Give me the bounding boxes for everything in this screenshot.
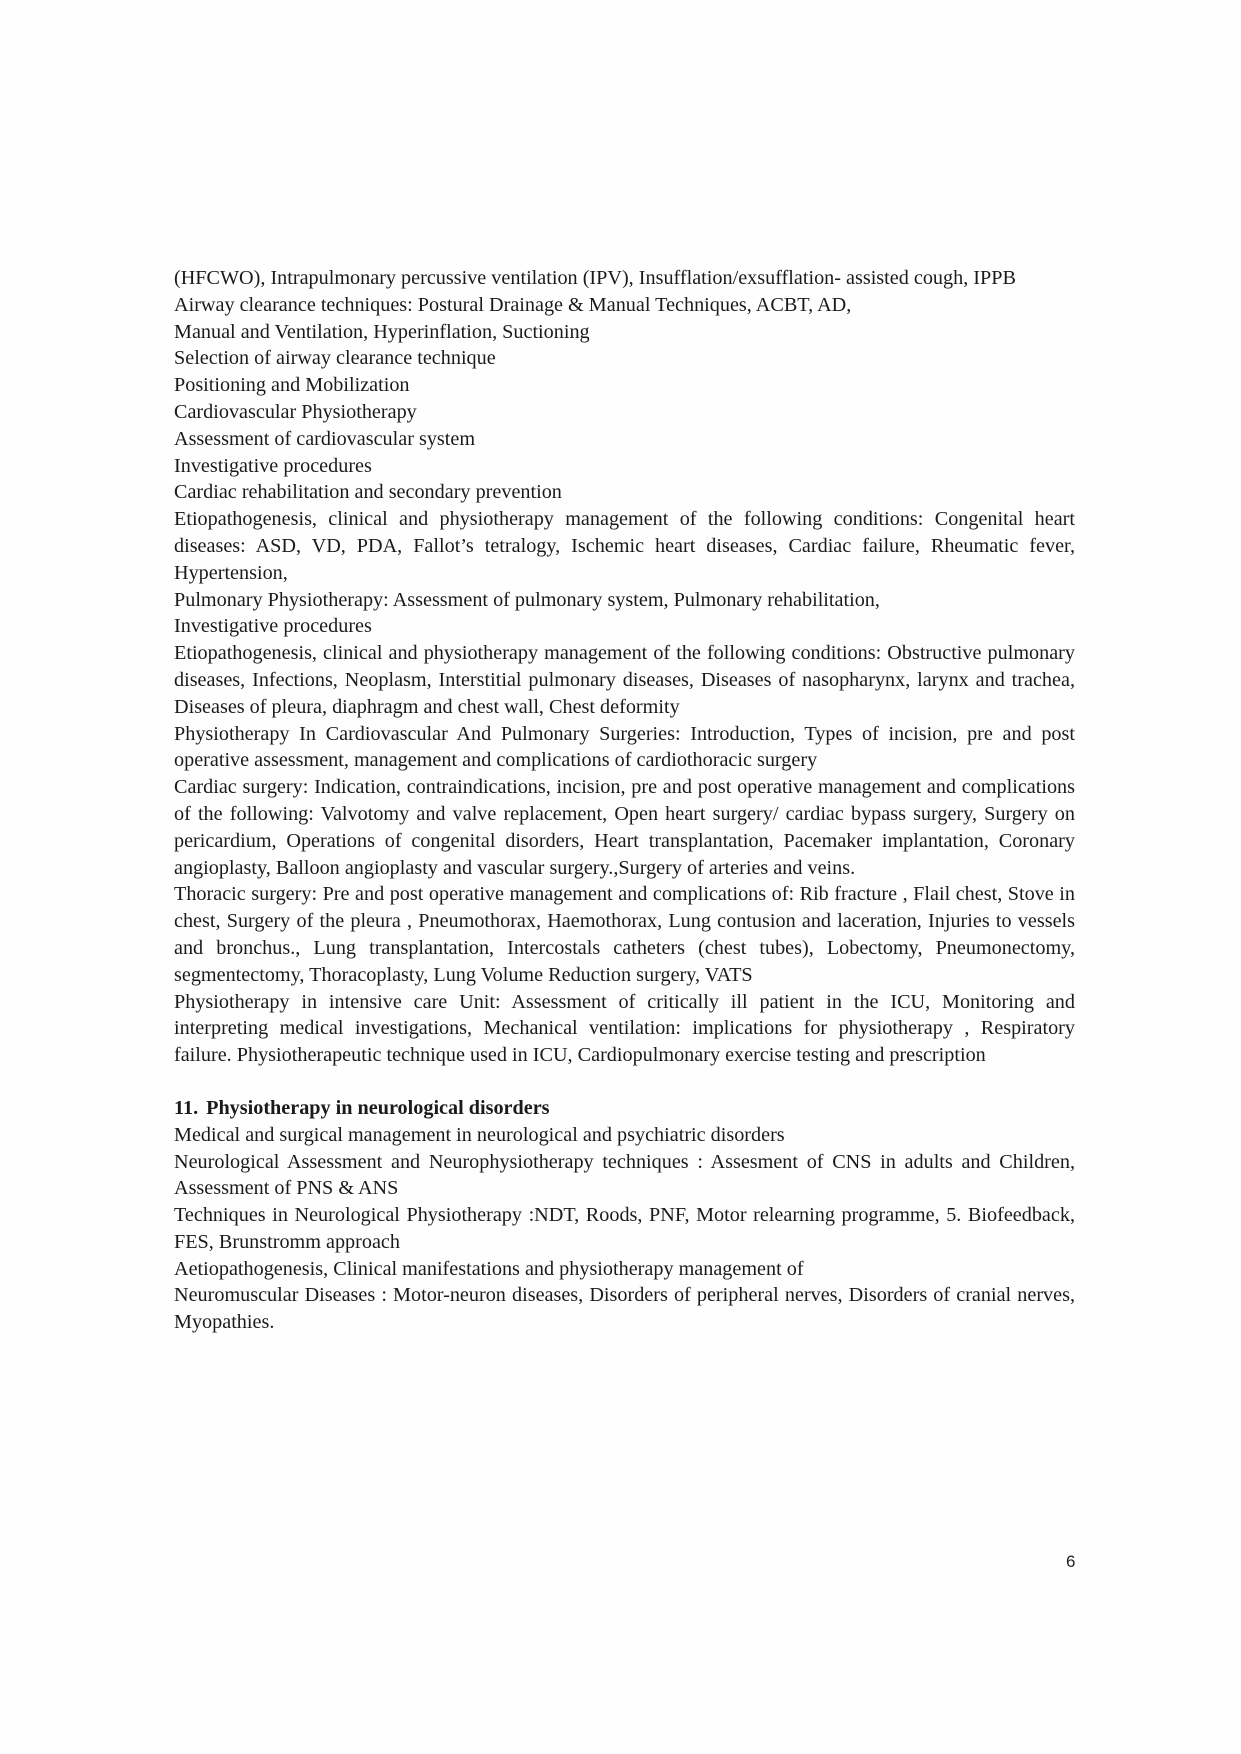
- paragraph-selection-airway: Selection of airway clearance technique: [174, 347, 496, 370]
- page-content: [174, 265, 1075, 1336]
- paragraph-investigative-1: Investigative procedures: [174, 454, 372, 477]
- section-heading: [174, 1095, 1075, 1122]
- paragraph-pulmonary-physio: Pulmonary Physiotherapy: Assessment of pulmonary system, Pulmonary rehabilitation,: [174, 588, 880, 611]
- page-number: 6: [1066, 1552, 1076, 1571]
- paragraph-neuromuscular: Neuromuscular Diseases : Motor-neuron diseases, Disorders of peripheral nerves, Disorders of cranial nerves, Myopathies.: [174, 1284, 1075, 1334]
- paragraph-aetiopathogenesis: Aetiopathogenesis, Clinical manifestations and physiotherapy management of: [174, 1257, 804, 1280]
- section-neurological: [174, 1095, 1075, 1336]
- paragraph-hfcwo: (HFCWO), Intrapulmonary percussive ventilation (IPV), Insufflation/exsufflation- assisted cough, IPPB: [174, 267, 1016, 289]
- paragraph-etiopathogenesis-cardiac: Etiopathogenesis, clinical and physiotherapy management of the following conditions: Congenital heart diseases: ASD, VD, PDA, Fallot’s tetralogy, Ischemic heart diseases, Cardiac failure, Rheumatic fever, Hypertension,: [174, 508, 1075, 584]
- paragraph-cardiac-rehab: Cardiac rehabilitation and secondary prevention: [174, 481, 562, 504]
- paragraph-surgeries: Physiotherapy In Cardiovascular And Pulmonary Surgeries: Introduction, Types of incision, pre and post operative assessment, management and complications of cardiothoracic surgery: [174, 722, 1075, 772]
- paragraph-etiopathogenesis-pulmonary: Etiopathogenesis, clinical and physiotherapy management of the following conditions: Obstructive pulmonary diseases, Infections, Neoplasm, Interstitial pulmonary diseases, Diseases of nasopharynx, larynx and trachea, Diseases of pleura, diaphragm and chest wall, Chest deformity: [174, 642, 1075, 718]
- paragraph-manual-ventilation: Manual and Ventilation, Hyperinflation, Suctioning: [174, 320, 590, 343]
- paragraph-investigative-2: Investigative procedures: [174, 615, 372, 638]
- paragraph-cardiovascular-physio: Cardiovascular Physiotherapy: [174, 400, 417, 423]
- paragraph-assessment-cardio: Assessment of cardiovascular system: [174, 427, 476, 450]
- paragraph-neuro-techniques: Techniques in Neurological Physiotherapy :NDT, Roods, PNF, Motor relearning programme, 5. Biofeedback, FES, Brunstromm approach: [174, 1204, 1075, 1253]
- section-number: 11.: [174, 1096, 199, 1119]
- paragraph-icu: Physiotherapy in intensive care Unit: Assessment of critically ill patient in the ICU, Monitoring and interpreting medical investigations, Mechanical ventilation: implications for physiotherapy , Respiratory failure. Physiotherapeutic technique used in ICU, Cardiopulmonary exercise testing and prescription: [174, 990, 1075, 1067]
- paragraph-airway-clearance: Airway clearance techniques: Postural Drainage & Manual Techniques, ACBT, AD,: [174, 293, 852, 316]
- paragraph-thoracic-surgery: Thoracic surgery: Pre and post operative management and complications of: Rib fracture , Flail chest, Stove in chest, Surgery of the pleura , Pneumothorax, Haemothorax, Lung contusion and laceration, Injuries to vessels and bronchus., Lung transplantation, Intercostals catheters (chest tubes), Lobectomy, Pneumonectomy, segmentectomy, Thoracoplasty, Lung Volume Reduction surgery, VATS: [174, 883, 1075, 986]
- paragraph-neuro-assessment: Neurological Assessment and Neurophysiotherapy techniques : Assesment of CNS in adults and Children, Assessment of PNS & ANS: [174, 1150, 1075, 1200]
- paragraph-positioning: Positioning and Mobilization: [174, 374, 410, 397]
- paragraph-cardiac-surgery: Cardiac surgery: Indication, contraindications, incision, pre and post operative management and complications of the following: Valvotomy and valve replacement, Open heart surgery/ cardiac bypass surgery, Surgery on pericardium, Operations of congenital disorders, Heart transplantation, Pacemaker implantation, Coronary angioplasty, Balloon angioplasty and vascular surgery.,Surgery of arteries and veins.: [174, 776, 1075, 879]
- section-title: Physiotherapy in neurological disorders: [206, 1096, 550, 1119]
- paragraph-neuro-management: Medical and surgical management in neurological and psychiatric disorders: [174, 1123, 785, 1146]
